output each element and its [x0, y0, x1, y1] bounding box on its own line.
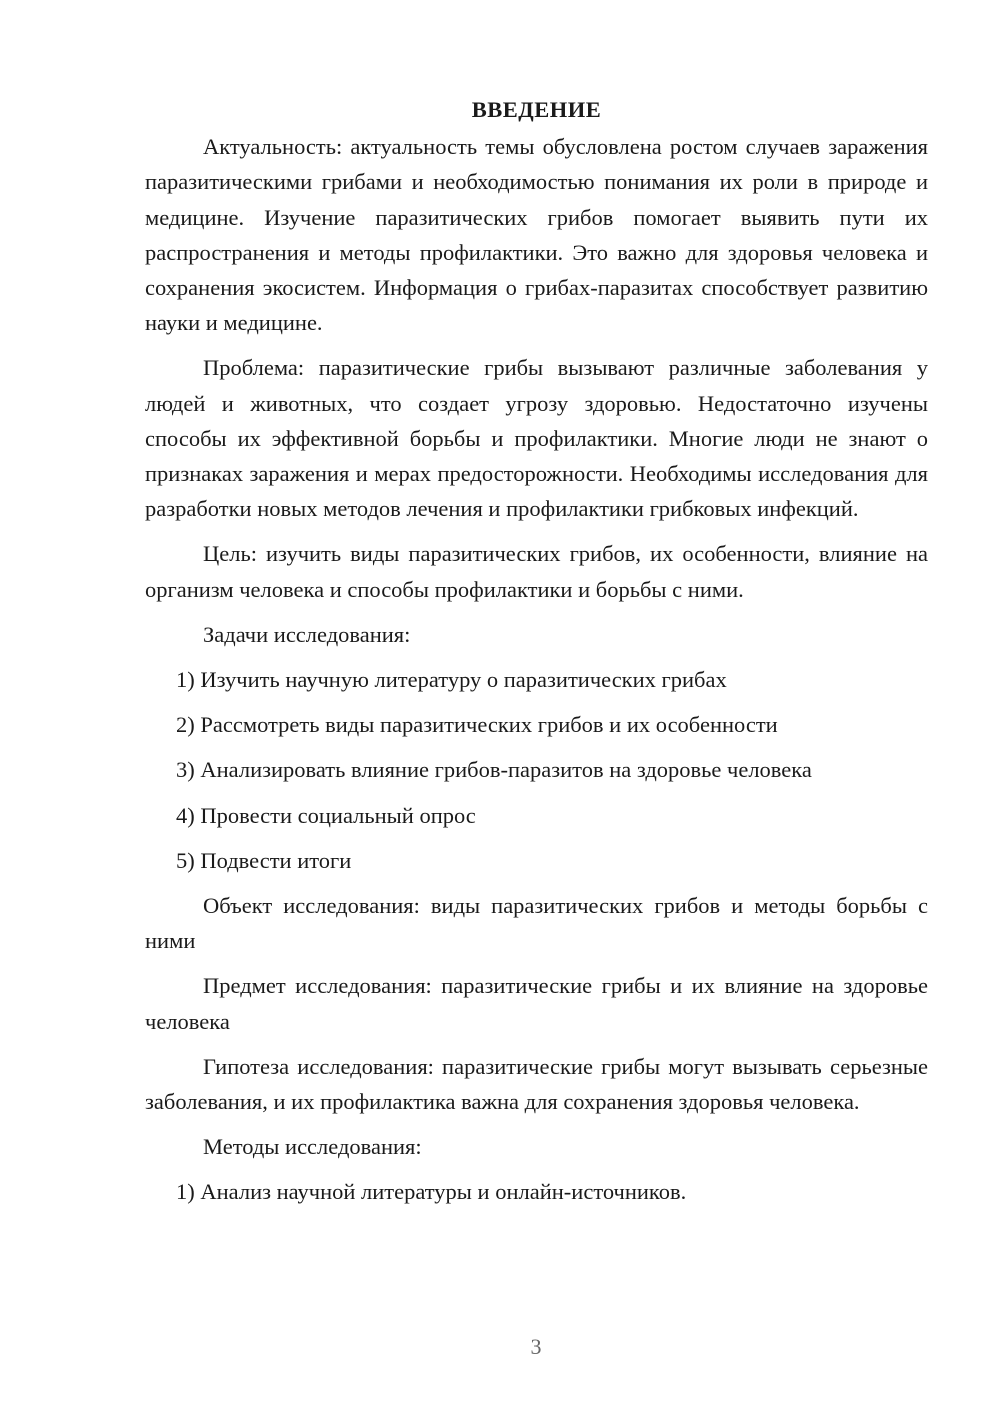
paragraph-hypothesis: Гипотеза исследования: паразитические грибы могут вызывать серьезные заболевания, и их профилактика важна для сохранения здоровья человека.: [145, 1053, 928, 1115]
paragraph-relevance: Актуальность: актуальность темы обусловлена ростом случаев заражения паразитическими грибами и необходимостью понимания их роли в природе и медицине. Изучение паразитических грибов помогает выявить пути их распространения и методы профилактики. Это важно для здоровья человека и сохранения экосистем. Информация о грибах-паразитах способствует развитию науки и медицине.: [145, 134, 928, 336]
page-number: 3: [530, 1334, 542, 1359]
list-item: 5) Подвести итоги: [176, 847, 352, 873]
tasks-heading: Задачи исследования:: [203, 621, 411, 647]
methods-heading: Методы исследования:: [203, 1134, 422, 1160]
list-item: 3) Анализировать влияние грибов-паразитов на здоровье человека: [176, 757, 812, 783]
page-content: [145, 92, 928, 1220]
methods-list: [145, 1174, 928, 1209]
section-title: ВВЕДЕНИЕ: [471, 97, 602, 122]
list-item: 1) Изучить научную литературу о паразитических грибах: [176, 667, 727, 693]
paragraph-subject: Предмет исследования: паразитические грибы и их влияние на здоровье человека: [145, 973, 928, 1034]
paragraph-object: Объект исследования: виды паразитических грибов и методы борьбы с ними: [145, 893, 928, 954]
list-item: 2) Рассмотреть виды паразитических грибов и их особенности: [176, 712, 778, 738]
paragraph-goal: Цель: изучить виды паразитических грибов, их особенности, влияние на организм человека и способы профилактики и борьбы с ними.: [145, 541, 928, 602]
list-item: 4) Провести социальный опрос: [176, 802, 476, 828]
paragraph-problem: Проблема: паразитические грибы вызывают различные заболевания у людей и животных, что создает угрозу здоровью. Недостаточно изучены способы их эффективной борьбы и профилактики. Многие люди не знают о признаках заражения и мерах предосторожности. Необходимы исследования для разработки новых методов лечения и профилактики грибковых инфекций.: [145, 355, 928, 522]
tasks-list: [145, 662, 928, 878]
list-item: 1) Анализ научной литературы и онлайн-источников.: [176, 1179, 687, 1205]
